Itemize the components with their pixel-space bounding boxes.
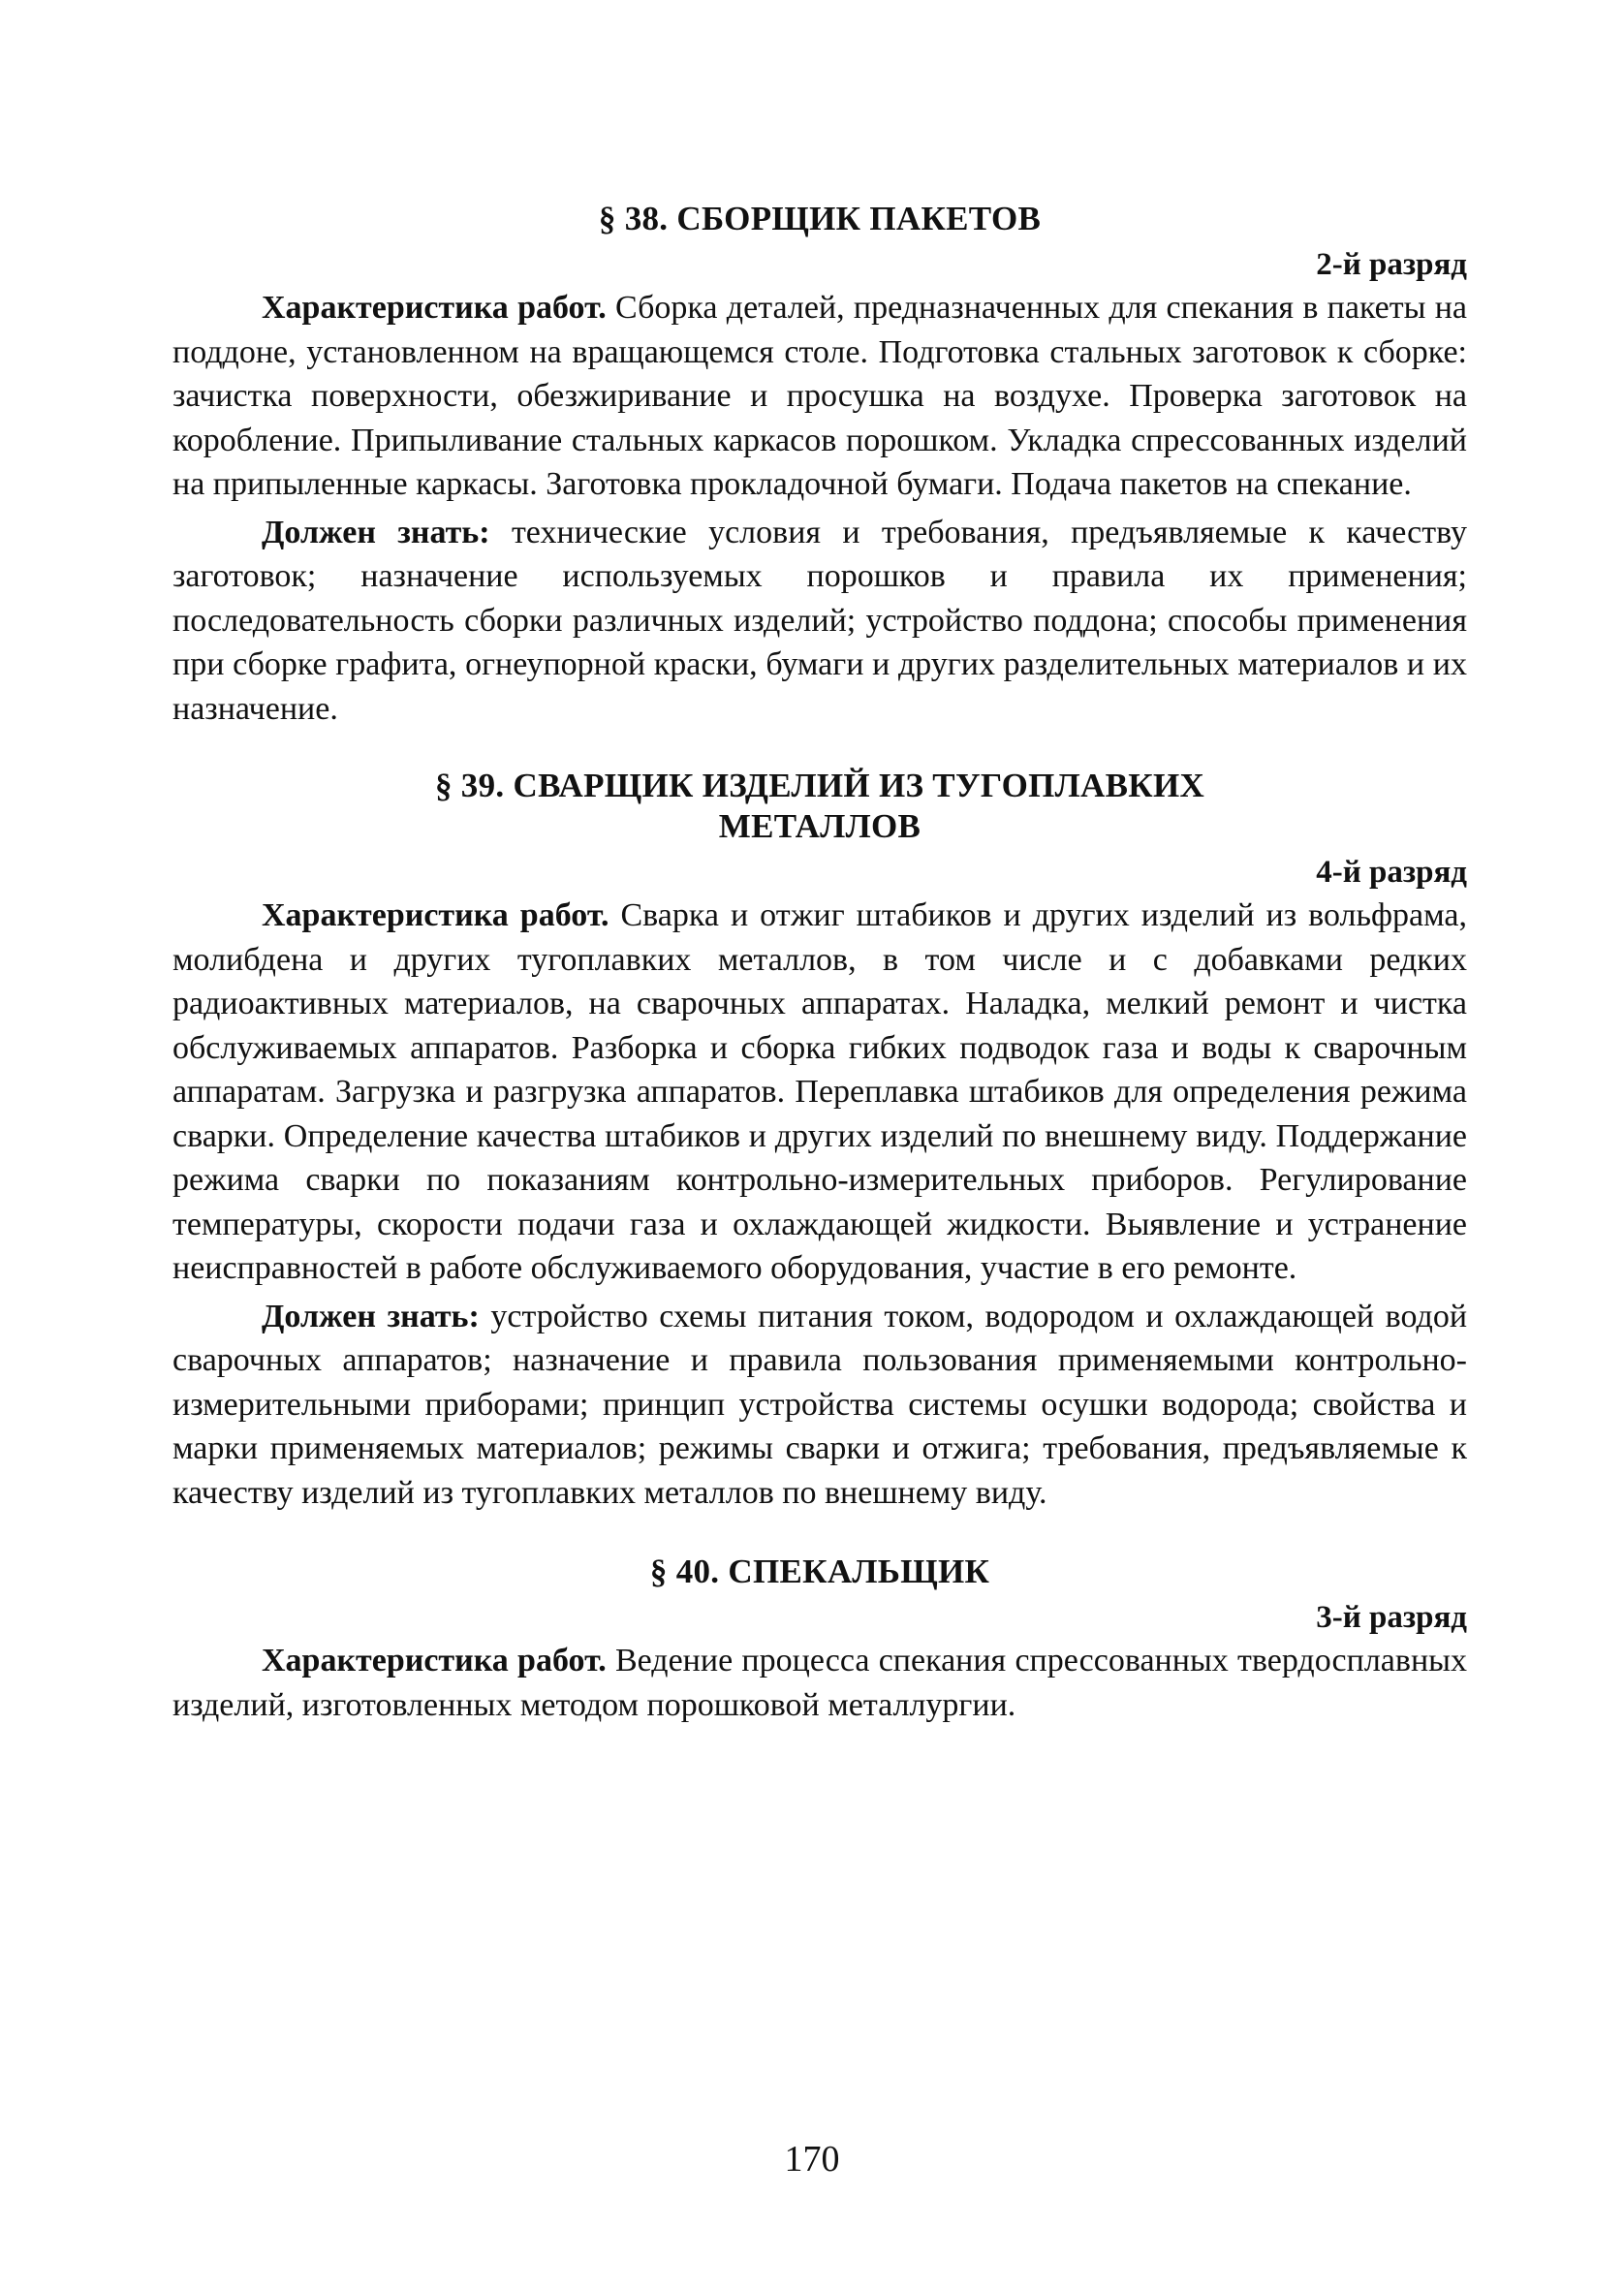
- required-knowledge-paragraph: [172, 1295, 1467, 1516]
- paragraph-text: Ведение процесса спекания спрессованных твердосплавных изделий, изготовленных методом порошковой металлургии.: [172, 1643, 1467, 1723]
- page-number: 170: [784, 2139, 840, 2180]
- heading-line: § 40. СПЕКАЛЬЩИК: [649, 1553, 990, 1590]
- section-40: [172, 1552, 1467, 1727]
- paragraph-text: технические условия и требования, предъявляемые к качеству заготовок; назначение используемых порошков и правила их применения; последовательность сборки различных изделий; устройство поддона; способы применения при сборке графита, огнеупорной краски, бумаги и других разделительных материалов и их назначение.: [172, 514, 1467, 727]
- paragraph-lead: Характеристика работ.: [262, 897, 609, 933]
- paragraph-lead: Должен знать:: [262, 1298, 480, 1334]
- grade-label: 3-й разряд: [1316, 1600, 1467, 1635]
- paragraph-text: Сборка деталей, предназначенных для спекания в пакеты на поддоне, установленном на вращающемся столе. Подготовка стальных заготовок к сборке: зачистка поверхности, обезжиривание и просушка на воздухе. Проверка заготовок на коробление. Припыливание стальных каркасов порошком. Укладка спрессованных изделий на припыленные каркасы. Заготовка прокладочной бумаги. Подача пакетов на спекание.: [172, 290, 1467, 502]
- section-38: [172, 199, 1467, 731]
- paragraph-lead: Должен знать:: [262, 514, 490, 550]
- section-heading: [172, 199, 1467, 239]
- section-heading: [172, 1552, 1467, 1592]
- grade-label: 2-й разряд: [1316, 247, 1467, 282]
- section-39: [172, 766, 1467, 1515]
- heading-line: § 38. СБОРЩИК ПАКЕТОВ: [598, 200, 1042, 237]
- heading-line: МЕТАЛЛОВ: [718, 807, 921, 845]
- page-content: [172, 199, 1467, 1727]
- heading-line: § 39. СВАРЩИК ИЗДЕЛИЙ ИЗ ТУГОПЛАВКИХ: [434, 767, 1205, 804]
- work-characteristics-paragraph: [172, 1639, 1467, 1727]
- paragraph-lead: Характеристика работ.: [262, 290, 607, 326]
- paragraph-text: устройство схемы питания током, водородом и охлаждающей водой сварочных аппаратов; назначение и правила пользования применяемыми контрольно-измерительными приборами; принцип устройства системы осушки водорода; свойства и марки применяемых материалов; режимы сварки и отжига; требования, предъявляемые к качеству изделий из тугоплавких металлов по внешнему виду.: [172, 1298, 1468, 1511]
- section-heading: [172, 766, 1467, 847]
- required-knowledge-paragraph: [172, 511, 1467, 732]
- work-characteristics-paragraph: [172, 894, 1467, 1291]
- paragraph-text: Сварка и отжиг штабиков и других изделий из вольфрама, молибдена и других тугоплавких металлов, в том числе и с добавками редких радиоактивных материалов, на сварочных аппаратах. Наладка, мелкий ремонт и чистка обслуживаемых аппаратов. Разборка и сборка гибких подводок газа и воды к сварочным аппаратам. Загрузка и разгрузка аппаратов. Переплавка штабиков для определения режима сварки. Определение качества штабиков и других изделий по внешнему виду. Поддержание режима сварки по показаниям контрольно-измерительных приборов. Регулирование температуры, скорости подачи газа и охлаждающей жидкости. Выявление и устранение неисправностей в работе обслуживаемого оборудования, участие в его ремонте.: [172, 897, 1468, 1286]
- grade-label: 4-й разряд: [1316, 855, 1467, 890]
- work-characteristics-paragraph: [172, 286, 1467, 507]
- paragraph-lead: Характеристика работ.: [262, 1643, 607, 1678]
